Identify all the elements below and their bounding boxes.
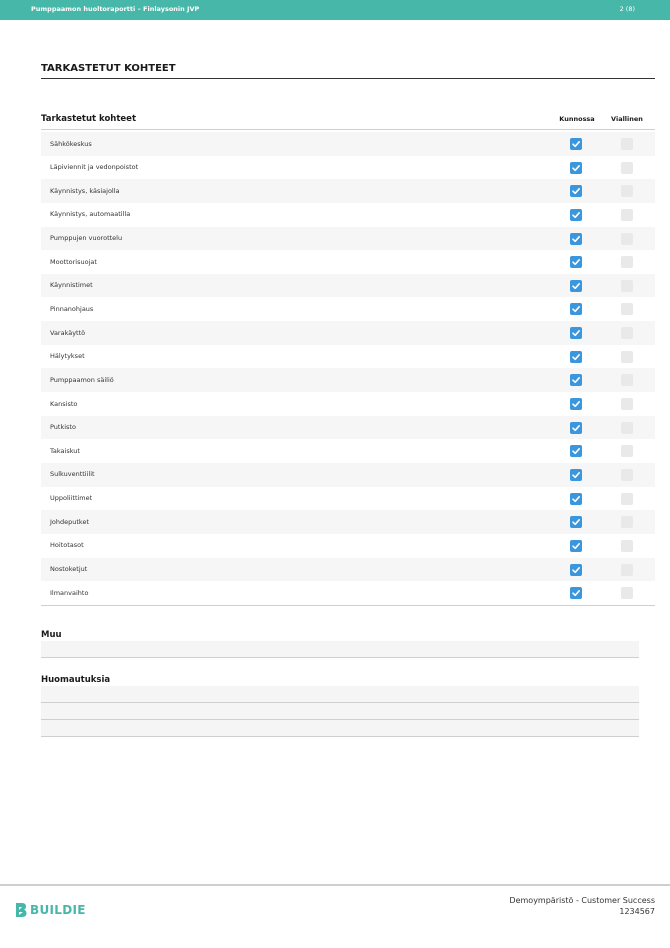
kunnossa-checkbox-checked[interactable] — [570, 280, 582, 292]
section-divider — [41, 78, 655, 79]
check-icon — [571, 352, 581, 362]
table-row — [41, 487, 655, 511]
table-row — [41, 203, 655, 227]
check-icon — [571, 517, 581, 527]
viallinen-checkbox[interactable] — [621, 185, 633, 197]
table-row — [41, 321, 655, 345]
column-viallinen: Viallinen — [611, 115, 643, 123]
row-label: Hoitotasot — [50, 541, 84, 550]
column-kunnossa: Kunnossa — [559, 115, 595, 123]
kunnossa-checkbox-checked[interactable] — [570, 209, 582, 221]
kunnossa-checkbox-checked[interactable] — [570, 398, 582, 410]
kunnossa-checkbox-checked[interactable] — [570, 303, 582, 315]
viallinen-checkbox[interactable] — [621, 516, 633, 528]
table-header — [41, 113, 655, 130]
kunnossa-checkbox-checked[interactable] — [570, 493, 582, 505]
row-label: Varakäyttö — [50, 328, 86, 337]
kunnossa-checkbox-checked[interactable] — [570, 422, 582, 434]
row-label: Johdeputket — [50, 517, 90, 526]
table-row — [41, 297, 655, 321]
viallinen-checkbox[interactable] — [621, 398, 633, 410]
viallinen-checkbox[interactable] — [621, 374, 633, 386]
report-title: Pumppaamon huoltoraportti – Finlaysonin JVP — [31, 5, 200, 13]
viallinen-checkbox[interactable] — [621, 162, 633, 174]
table-row — [41, 345, 655, 369]
table-heading: Tarkastetut kohteet — [41, 114, 137, 124]
viallinen-checkbox[interactable] — [621, 469, 633, 481]
kunnossa-checkbox-checked[interactable] — [570, 351, 582, 363]
check-icon — [571, 399, 581, 409]
table-row — [41, 510, 655, 534]
footer-divider — [0, 884, 670, 886]
kunnossa-checkbox-checked[interactable] — [570, 564, 582, 576]
check-icon — [571, 304, 581, 314]
kunnossa-checkbox-checked[interactable] — [570, 327, 582, 339]
company-number: 1234567 — [619, 907, 655, 916]
company-info — [509, 895, 655, 917]
check-icon — [571, 281, 581, 291]
muu-field[interactable] — [41, 641, 639, 658]
kunnossa-checkbox-checked[interactable] — [570, 540, 582, 552]
viallinen-checkbox[interactable] — [621, 564, 633, 576]
row-label: Pumppujen vuorottelu — [50, 234, 123, 243]
table-row — [41, 132, 655, 156]
kunnossa-checkbox-checked[interactable] — [570, 233, 582, 245]
table-row — [41, 227, 655, 251]
viallinen-checkbox[interactable] — [621, 587, 633, 599]
muu-label: Muu — [41, 630, 62, 640]
table-row — [41, 439, 655, 463]
viallinen-checkbox[interactable] — [621, 209, 633, 221]
kunnossa-checkbox-checked[interactable] — [570, 445, 582, 457]
table-row — [41, 368, 655, 392]
table-row — [41, 463, 655, 487]
check-icon — [571, 163, 581, 173]
viallinen-checkbox[interactable] — [621, 445, 633, 457]
check-icon — [571, 328, 581, 338]
row-label: Käynnistimet — [50, 281, 93, 290]
row-label: Pinnanohjaus — [50, 304, 94, 313]
check-icon — [571, 139, 581, 149]
check-icon — [571, 565, 581, 575]
row-label: Läpiviennit ja vedonpoistot — [50, 163, 139, 172]
huomautuksia-label: Huomautuksia — [41, 675, 111, 685]
table-row — [41, 250, 655, 274]
check-icon — [571, 257, 581, 267]
section-title: TARKASTETUT KOHTEET — [41, 63, 176, 74]
buildie-logo — [15, 902, 86, 918]
viallinen-checkbox[interactable] — [621, 540, 633, 552]
kunnossa-checkbox-checked[interactable] — [570, 374, 582, 386]
check-icon — [571, 541, 581, 551]
kunnossa-checkbox-checked[interactable] — [570, 138, 582, 150]
table-row — [41, 581, 655, 605]
logo-wordmark: BUILDIE — [30, 903, 86, 917]
check-icon — [571, 446, 581, 456]
table-row — [41, 534, 655, 558]
check-icon — [571, 470, 581, 480]
table-row — [41, 416, 655, 440]
viallinen-checkbox[interactable] — [621, 256, 633, 268]
row-label: Moottorisuojat — [50, 257, 97, 266]
huomautuksia-line-1[interactable] — [41, 686, 639, 703]
viallinen-checkbox[interactable] — [621, 138, 633, 150]
table-row — [41, 156, 655, 180]
row-label: Uppoliittimet — [50, 494, 93, 503]
row-label: Putkisto — [50, 423, 76, 432]
viallinen-checkbox[interactable] — [621, 303, 633, 315]
table-row — [41, 392, 655, 416]
viallinen-checkbox[interactable] — [621, 280, 633, 292]
huomautuksia-line-3[interactable] — [41, 720, 639, 737]
row-label: Ilmanvaihto — [50, 588, 89, 597]
viallinen-checkbox[interactable] — [621, 422, 633, 434]
huomautuksia-line-2[interactable] — [41, 703, 639, 720]
kunnossa-checkbox-checked[interactable] — [570, 256, 582, 268]
row-label: Hälytykset — [50, 352, 85, 361]
kunnossa-checkbox-checked[interactable] — [570, 516, 582, 528]
check-icon — [571, 210, 581, 220]
table-row — [41, 179, 655, 203]
kunnossa-checkbox-checked[interactable] — [570, 162, 582, 174]
header-bar — [0, 0, 670, 20]
row-label: Sulkuventtiilit — [50, 470, 95, 479]
check-icon — [571, 186, 581, 196]
row-label: Nostoketjut — [50, 565, 88, 574]
page-number: 2 (8) — [619, 5, 635, 13]
company-name: Demoympäristö - Customer Success — [509, 896, 655, 905]
row-label: Sähkökeskus — [50, 139, 92, 148]
table-row — [41, 558, 655, 582]
kunnossa-checkbox-checked[interactable] — [570, 185, 582, 197]
row-label: Pumppaamon säiliö — [50, 375, 114, 384]
check-icon — [571, 423, 581, 433]
row-label: Kansisto — [50, 399, 78, 408]
row-label: Käynnistys, automaatilla — [50, 210, 131, 219]
kunnossa-checkbox-checked[interactable] — [570, 469, 582, 481]
table-row — [41, 274, 655, 298]
kunnossa-checkbox-checked[interactable] — [570, 587, 582, 599]
buildie-logo-icon — [15, 902, 27, 918]
check-icon — [571, 375, 581, 385]
row-label: Käynnistys, käsiajolla — [50, 186, 120, 195]
viallinen-checkbox[interactable] — [621, 493, 633, 505]
row-label: Takaiskut — [50, 446, 80, 455]
check-icon — [571, 494, 581, 504]
viallinen-checkbox[interactable] — [621, 233, 633, 245]
check-icon — [571, 234, 581, 244]
check-icon — [571, 588, 581, 598]
viallinen-checkbox[interactable] — [621, 351, 633, 363]
inspection-table — [41, 132, 655, 606]
viallinen-checkbox[interactable] — [621, 327, 633, 339]
